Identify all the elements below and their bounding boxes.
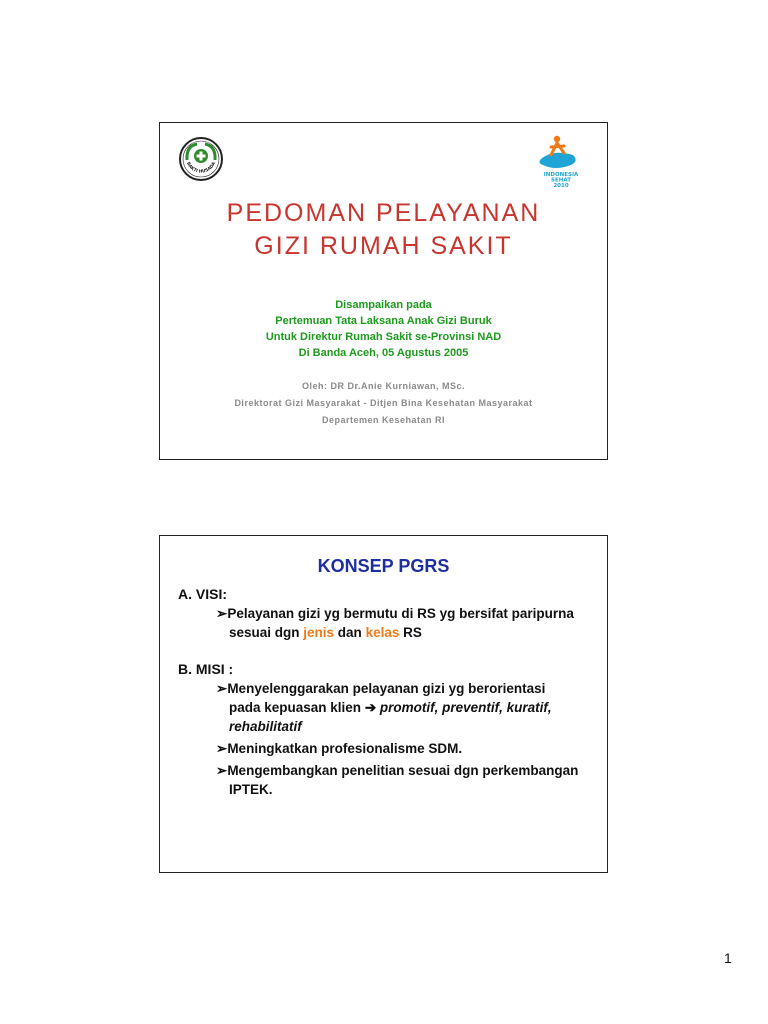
author-line-1: Oleh: DR Dr.Anie Kurniawan, MSc. [301, 381, 466, 391]
bullet-arrow-icon: ➢ [216, 681, 228, 696]
kelas-highlight: kelas [365, 625, 400, 640]
misi-bullet-2: ➢Meningkatkan profesionalisme SDM. [216, 741, 463, 756]
subtitle-line-2: Pertemuan Tata Laksana Anak Gizi Buruk [275, 315, 492, 327]
slide-1-title [160, 197, 607, 263]
subtitle-line-4: Di Banda Aceh, 05 Agustus 2005 [298, 347, 469, 359]
misi-bullet-1: ➢Menyelenggarakan pelayanan gizi yg berorientasi pada kepuasan klien ➔ promotif, preventif, kuratif, rehabilitatif [216, 681, 552, 734]
bakti-husada-logo [178, 136, 224, 182]
right-arrow-icon: ➔ [364, 700, 377, 715]
page-number: 1 [724, 950, 732, 966]
visi-heading: A. VISI: [178, 586, 228, 602]
author-line-3: Departemen Kesehatan RI [321, 415, 446, 425]
misi-heading: B. MISI : [178, 661, 234, 677]
title-line-2: GIZI RUMAH SAKIT [254, 232, 513, 260]
author-block [160, 378, 607, 429]
svg-text:BAKTI HUSADA: BAKTI HUSADA [185, 161, 217, 175]
slide-2 [159, 535, 608, 873]
slide-2-title: KONSEP PGRS [317, 556, 450, 576]
slide-1 [159, 122, 608, 460]
subtitle-line-1: Disampaikan pada [335, 299, 432, 311]
bullet-arrow-icon: ➢ [216, 763, 228, 778]
indonesia-sehat-2010-logo [531, 133, 587, 189]
misi-bullet-3: ➢Mengembangkan penelitian sesuai dgn perkembangan IPTEK. [216, 763, 579, 797]
slide-2-body [178, 584, 597, 799]
visi-bullet: ➢Pelayanan gizi yg bermutu di RS yg bersifat paripurna sesuai dgn jenis dan kelas RS [216, 606, 574, 640]
subtitle-line-3: Untuk Direktur Rumah Sakit se-Provinsi NAD [265, 331, 502, 343]
bullet-arrow-icon: ➢ [216, 606, 228, 621]
svg-text:INDONESIA: INDONESIA [543, 172, 579, 178]
presentation-context [160, 297, 607, 361]
author-line-2: Direktorat Gizi Masyarakat - Ditjen Bina Kesehatan Masyarakat [234, 398, 533, 408]
svg-text:2010: 2010 [553, 183, 569, 189]
svg-text:SEHAT: SEHAT [551, 177, 571, 184]
jenis-highlight: jenis [303, 625, 335, 640]
title-line-1: PEDOMAN PELAYANAN [226, 199, 541, 227]
bullet-arrow-icon: ➢ [216, 741, 228, 756]
